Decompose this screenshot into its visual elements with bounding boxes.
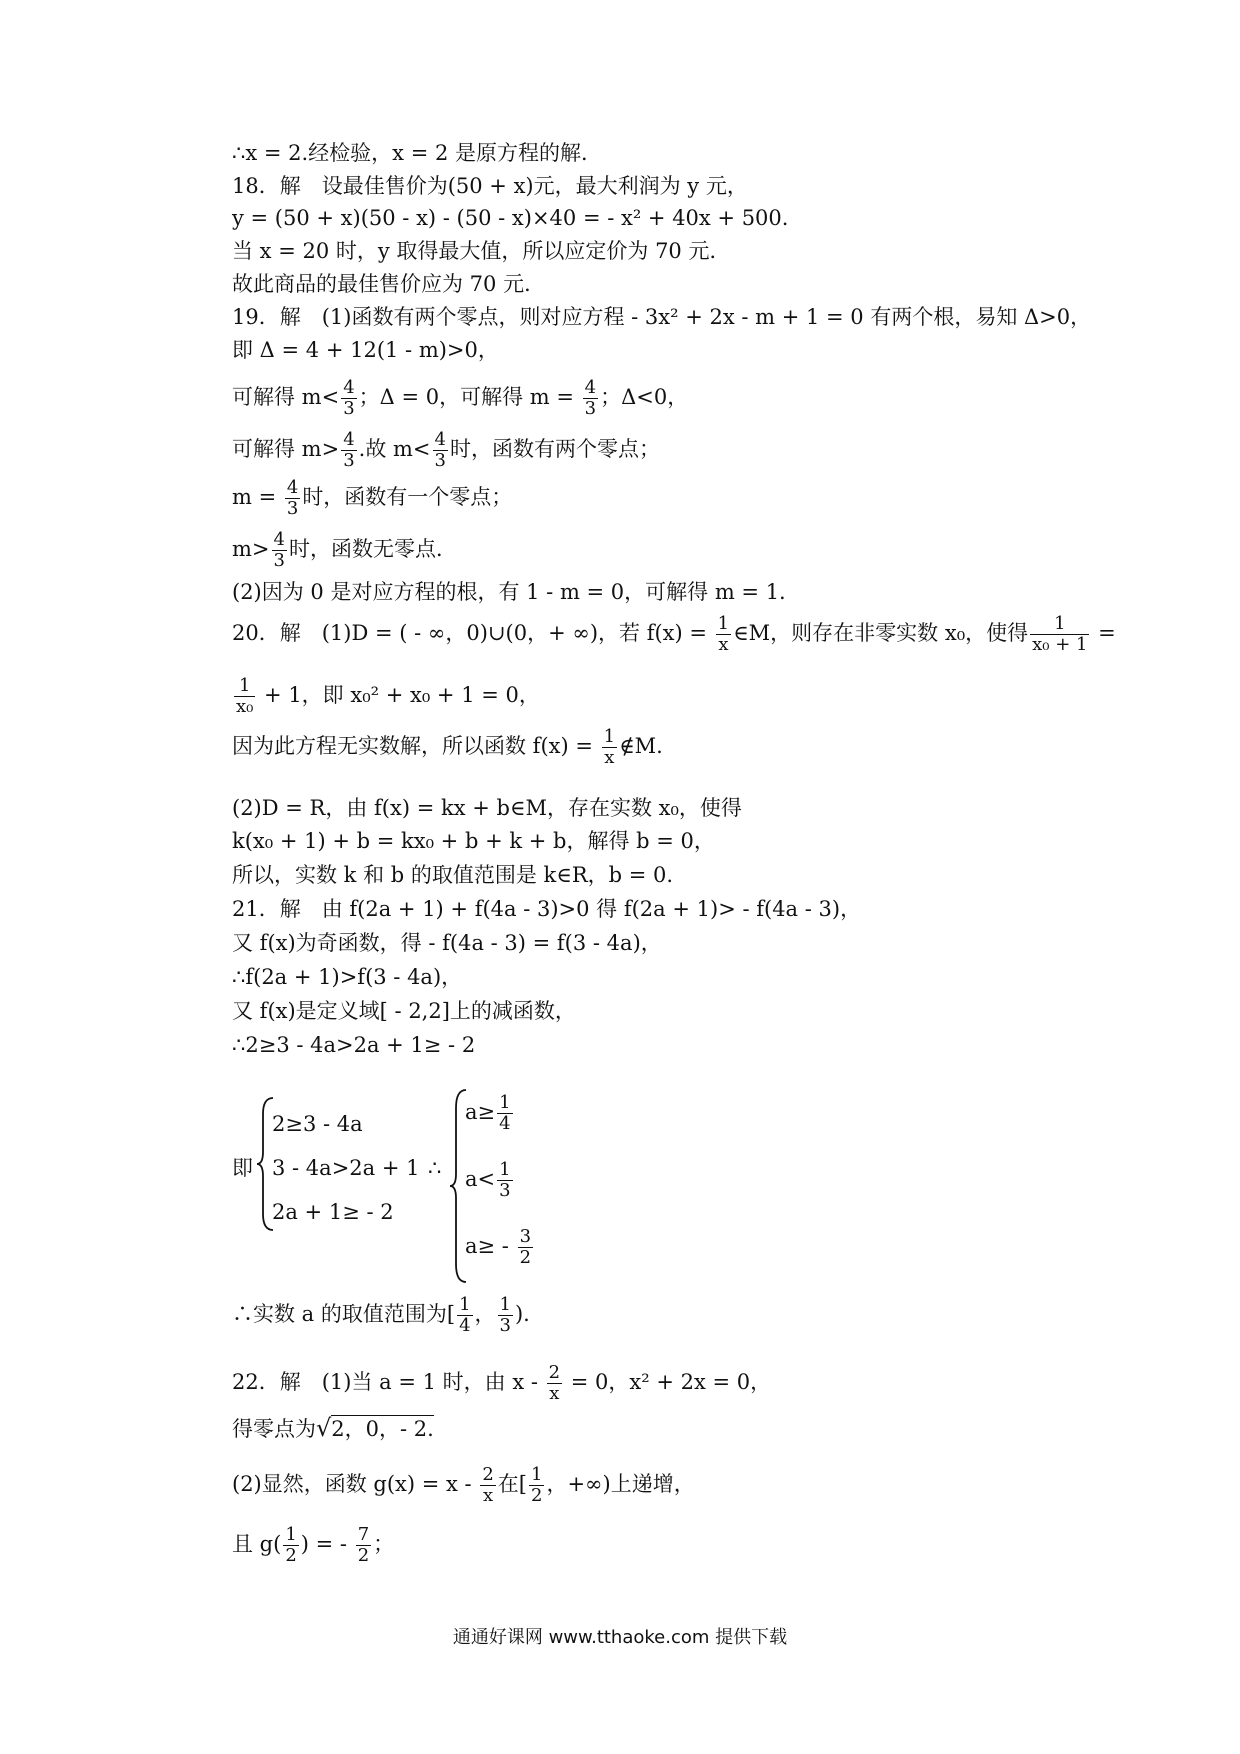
problem-19-heading: 19．解 (1)函数有两个零点，则对应方程 - 3x² + 2x - m + 1 = 0 有两个根，易知 Δ>0， [232,305,1092,329]
fraction: $\frac{3}{2}$ [519,1226,532,1268]
line-24: ∴实数 a 的取值范围为[ $\frac{1}{4}$ ， $\frac{1}{3}$ ). [232,1294,530,1336]
text: .故 m< [358,437,431,461]
line-22: 又 f(x)是定义域[ - 2,2]上的减函数， [232,999,576,1023]
fraction: $\frac{1}{x}$ [717,613,730,655]
fraction: $\frac{1}{\text{x₀}}$ [236,675,254,717]
system-prefix: 即 [232,1156,253,1180]
text: ；Δ<0， [600,385,689,409]
line-20: 又 f(x)为奇函数，得 - f(4a - 3) = f(3 - 4a)， [232,931,662,955]
text: 时，函数无零点． [288,537,457,561]
line-14 [232,676,540,717]
therefore-symbol: ∴ [428,1156,442,1180]
fraction: $\frac{4}{3}$ [343,429,355,471]
fraction: $\frac{1}{4}$ [499,1092,511,1134]
line-12: (2)因为 0 是对应方程的根，有 1 - m = 0，可解得 m = 1. [232,580,786,604]
text: m> [232,537,270,561]
text: ∈M，则存在非零实数 x₀，使得 [733,621,1029,645]
fraction: $\frac{1}{x}$ [603,726,616,768]
system2-row3: a≥ - $\frac{3}{2}$ [465,1226,532,1268]
line-16: (2)D = R，由 f(x) = kx + b∈M，存在实数 x₀，使得 [232,796,742,820]
line-1: ∴x = 2.经检验，x = 2 是原方程的解． [232,141,603,165]
fraction: $\frac{7}{2}$ [357,1524,370,1566]
problem-21-heading: 21．解 由 f(2a + 1) + f(4a - 3)>0 得 f(2a + 1)> - f(4a - 3)， [232,897,862,921]
fraction: $\frac{1}{2}$ [531,1464,543,1506]
fraction: $\frac{1}{\text{x₀ + 1}}$ [1032,613,1088,655]
system2-row2: a< $\frac{1}{3}$ [465,1159,511,1201]
system2-row1: a≥ $\frac{1}{4}$ [465,1092,511,1134]
text: 因为此方程无实数解，所以函数 f(x) = [232,734,600,758]
line-3: y = (50 + x)(50 - x) - (50 - x)×40 = - x² + 40x + 500. [232,206,789,230]
fraction: $\frac{4}{3}$ [584,377,597,419]
fraction: $\frac{1}{2}$ [285,1524,297,1566]
line-26: 得零点为√2，0，- 2. [232,1414,434,1442]
fraction: $\frac{2}{x}$ [482,1464,494,1506]
text: ；Δ = 0，可解得 m = [358,385,581,409]
line-15 [232,727,663,768]
fraction: $\frac{4}{3}$ [286,477,299,519]
fraction: $\frac{2}{x}$ [548,1362,561,1404]
system1-row1: 2≥3 - 4a [272,1112,363,1136]
fraction: $\frac{4}{3}$ [273,529,285,571]
line-23: ∴2≥3 - 4a>2a + 1≥ - 2 [232,1033,476,1057]
line-8 [232,378,688,419]
text: 时，函数有两个零点； [449,437,660,461]
problem-18-heading: 18．解 设最佳售价为(50 + x)元，最大利润为 y 元， [232,174,748,198]
line-10 [232,478,512,519]
problem-20-heading [232,614,1116,655]
text: ∉M. [619,734,663,758]
text: = [1091,621,1116,645]
line-28: 且 g( $\frac{1}{2}$ ) = - $\frac{7}{2}$ ； [232,1524,395,1566]
sqrt-symbol: √ [316,1414,332,1442]
text: 可解得 m> [232,437,340,461]
line-7: 即 Δ = 4 + 12(1 - m)>0， [232,338,499,362]
fraction: $\frac{1}{3}$ [499,1159,511,1201]
text: m = [232,485,283,509]
line-21: ∴f(2a + 1)>f(3 - 4a)， [232,965,463,989]
fraction: $\frac{4}{3}$ [434,429,446,471]
line-27: (2)显然，函数 g(x) = x - $\frac{2}{x}$ 在[ $\frac{1}{2}$ ，+∞)上递增， [232,1464,695,1506]
line-18: 所以，实数 k 和 b 的取值范围是 k∈R，b = 0. [232,863,674,887]
text: + 1，即 x₀² + x₀ + 1 = 0， [257,683,540,707]
line-9 [232,430,660,471]
line-4: 当 x = 20 时，y 取得最大值，所以应定价为 70 元． [232,239,731,263]
fraction: $\frac{4}{3}$ [343,377,355,419]
text: 时，函数有一个零点； [302,485,513,509]
system1-row3: 2a + 1≥ - 2 [272,1200,394,1224]
text: 可解得 m< [232,385,340,409]
page-footer: 通通好课网 www.tthaoke.com 提供下载 [452,1627,788,1648]
line-11 [232,530,457,571]
system1-row2: 3 - 4a>2a + 1 [272,1156,420,1180]
fraction: $\frac{1}{3}$ [499,1294,511,1336]
problem-22-heading: 22．解 (1)当 a = 1 时，由 x - $\frac{2}{x}$ = 0，x² + 2x = 0， [232,1362,772,1404]
fraction: $\frac{1}{4}$ [459,1294,471,1336]
line-5: 故此商品的最佳售价应为 70 元． [232,272,546,296]
line-17: k(x₀ + 1) + b = kx₀ + b + k + b，解得 b = 0， [232,829,715,853]
text: 20．解 (1)D = ( - ∞，0)∪(0，+ ∞)，若 f(x) = [232,621,714,645]
